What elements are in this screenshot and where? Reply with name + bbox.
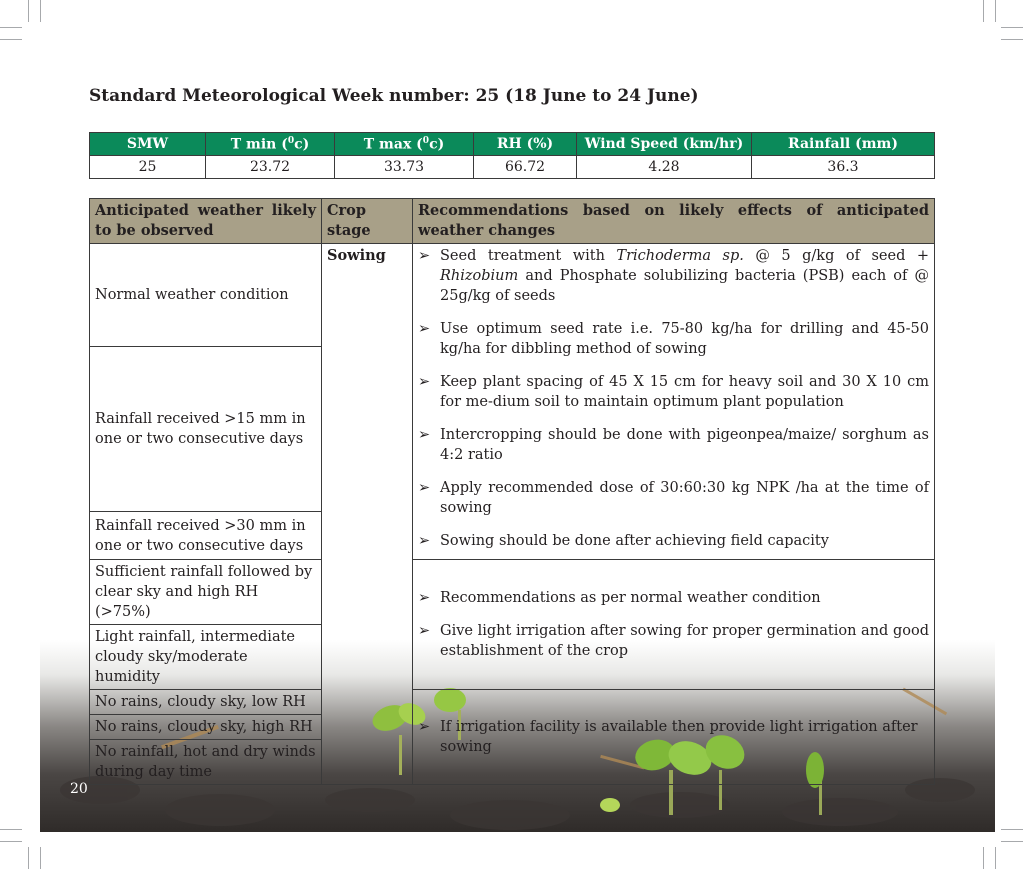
recommendations-group-2: [413, 560, 935, 690]
arrow-bullet-icon: ➢: [418, 623, 431, 639]
weather-row: [90, 690, 935, 715]
crop-mark: [40, 847, 41, 869]
arrow-bullet-icon: ➢: [418, 533, 431, 549]
crop-mark: [0, 841, 22, 842]
recommendations-group-1: [413, 244, 935, 560]
header-rainfall: Rainfall (mm): [752, 133, 935, 156]
weather-condition: Sufficient rainfall followed by clear sky and high RH (>75%): [90, 560, 322, 625]
recommendation-item: ➢ If irrigation facility is available then provide light irrigation after sowing: [418, 719, 918, 755]
crop-mark: [983, 847, 984, 869]
header-smw: SMW: [90, 133, 206, 156]
recommendation-item: ➢ Seed treatment with Trichoderma sp. @ 5 g/kg of seed + Rhizobium and Phosphate solubilizing bacteria (PSB) each of @ 25g/kg of seeds: [418, 248, 930, 304]
arrow-bullet-icon: ➢: [418, 427, 431, 443]
weather-condition: Rainfall received >30 mm in one or two consecutive days: [90, 512, 322, 560]
recommendation-item: ➢ Recommendations as per normal weather condition: [418, 590, 821, 606]
weather-condition: Rainfall received >15 mm in one or two consecutive days: [90, 346, 322, 512]
crop-mark: [28, 847, 29, 869]
weather-table: [89, 132, 935, 179]
header-anticipated-weather: Anticipated weather likely to be observed: [90, 199, 322, 244]
crop-mark: [1001, 39, 1023, 40]
recommendations-table: [89, 198, 935, 785]
header-wind: Wind Speed (km/hr): [577, 133, 752, 156]
crop-mark: [28, 0, 29, 22]
crop-mark: [1001, 27, 1023, 28]
weather-table-row: [90, 156, 935, 179]
crop-mark: [40, 0, 41, 22]
crop-mark: [983, 0, 984, 22]
crop-mark: [995, 0, 996, 22]
recommendation-item: ➢ Give light irrigation after sowing for proper germination and good establishment of the crop: [418, 623, 929, 659]
recommendation-item: ➢ Use optimum seed rate i.e. 75-80 kg/ha for drilling and 45-50 kg/ha for dibbling method of sowing: [418, 321, 929, 357]
arrow-bullet-icon: ➢: [418, 480, 431, 496]
recommendation-item: ➢ Intercropping should be done with pigeonpea/maize/ sorghum as 4:2 ratio: [418, 427, 929, 463]
header-rh: RH (%): [474, 133, 577, 156]
crop-mark: [1001, 841, 1023, 842]
weather-condition: No rainfall, hot and dry winds during day time: [90, 740, 322, 785]
header-tmax: T max ($^0$c): [335, 133, 474, 156]
arrow-bullet-icon: ➢: [418, 590, 431, 606]
recommendations-group-3: [413, 690, 935, 785]
cell-tmin: 23.72: [206, 156, 335, 179]
crop-mark: [0, 39, 22, 40]
page-number: 20: [70, 781, 88, 797]
crop-mark: [0, 27, 22, 28]
crop-mark: [995, 847, 996, 869]
crop-mark: [1001, 829, 1023, 830]
recommendation-item: ➢ Apply recommended dose of 30:60:30 kg NPK /ha at the time of sowing: [418, 480, 929, 516]
header-recommendations: Recommendations based on likely effects of anticipated weather changes: [413, 199, 935, 244]
arrow-bullet-icon: ➢: [418, 719, 431, 735]
weather-table-header-row: [90, 133, 935, 156]
weather-condition: No rains, cloudy sky, low RH: [90, 690, 322, 715]
recommendation-item: ➢ Sowing should be done after achieving field capacity: [418, 533, 829, 549]
recommendations-header-row: [90, 199, 935, 244]
weather-condition: Normal weather condition: [90, 244, 322, 347]
cell-rainfall: 36.3: [752, 156, 935, 179]
arrow-bullet-icon: ➢: [418, 321, 431, 337]
cell-tmax: 33.73: [335, 156, 474, 179]
page-title: Standard Meteorological Week number: 25 (18 June to 24 June): [89, 86, 699, 106]
header-tmin: T min ($^0$c): [206, 133, 335, 156]
weather-row: [90, 560, 935, 625]
crop-mark: [0, 829, 22, 830]
cell-rh: 66.72: [474, 156, 577, 179]
weather-condition: No rains, cloudy sky, high RH: [90, 715, 322, 740]
weather-condition: Light rainfall, intermediate cloudy sky/moderate humidity: [90, 625, 322, 690]
header-crop-stage: Crop stage: [322, 199, 413, 244]
recommendation-item: ➢ Keep plant spacing of 45 X 15 cm for heavy soil and 30 X 10 cm for me-dium soil to maintain optimum plant population: [418, 374, 929, 410]
cell-smw: 25: [90, 156, 206, 179]
cell-wind: 4.28: [577, 156, 752, 179]
arrow-bullet-icon: ➢: [418, 374, 431, 390]
crop-stage-cell: Sowing: [322, 244, 413, 785]
weather-row: [90, 244, 935, 347]
arrow-bullet-icon: ➢: [418, 248, 431, 264]
